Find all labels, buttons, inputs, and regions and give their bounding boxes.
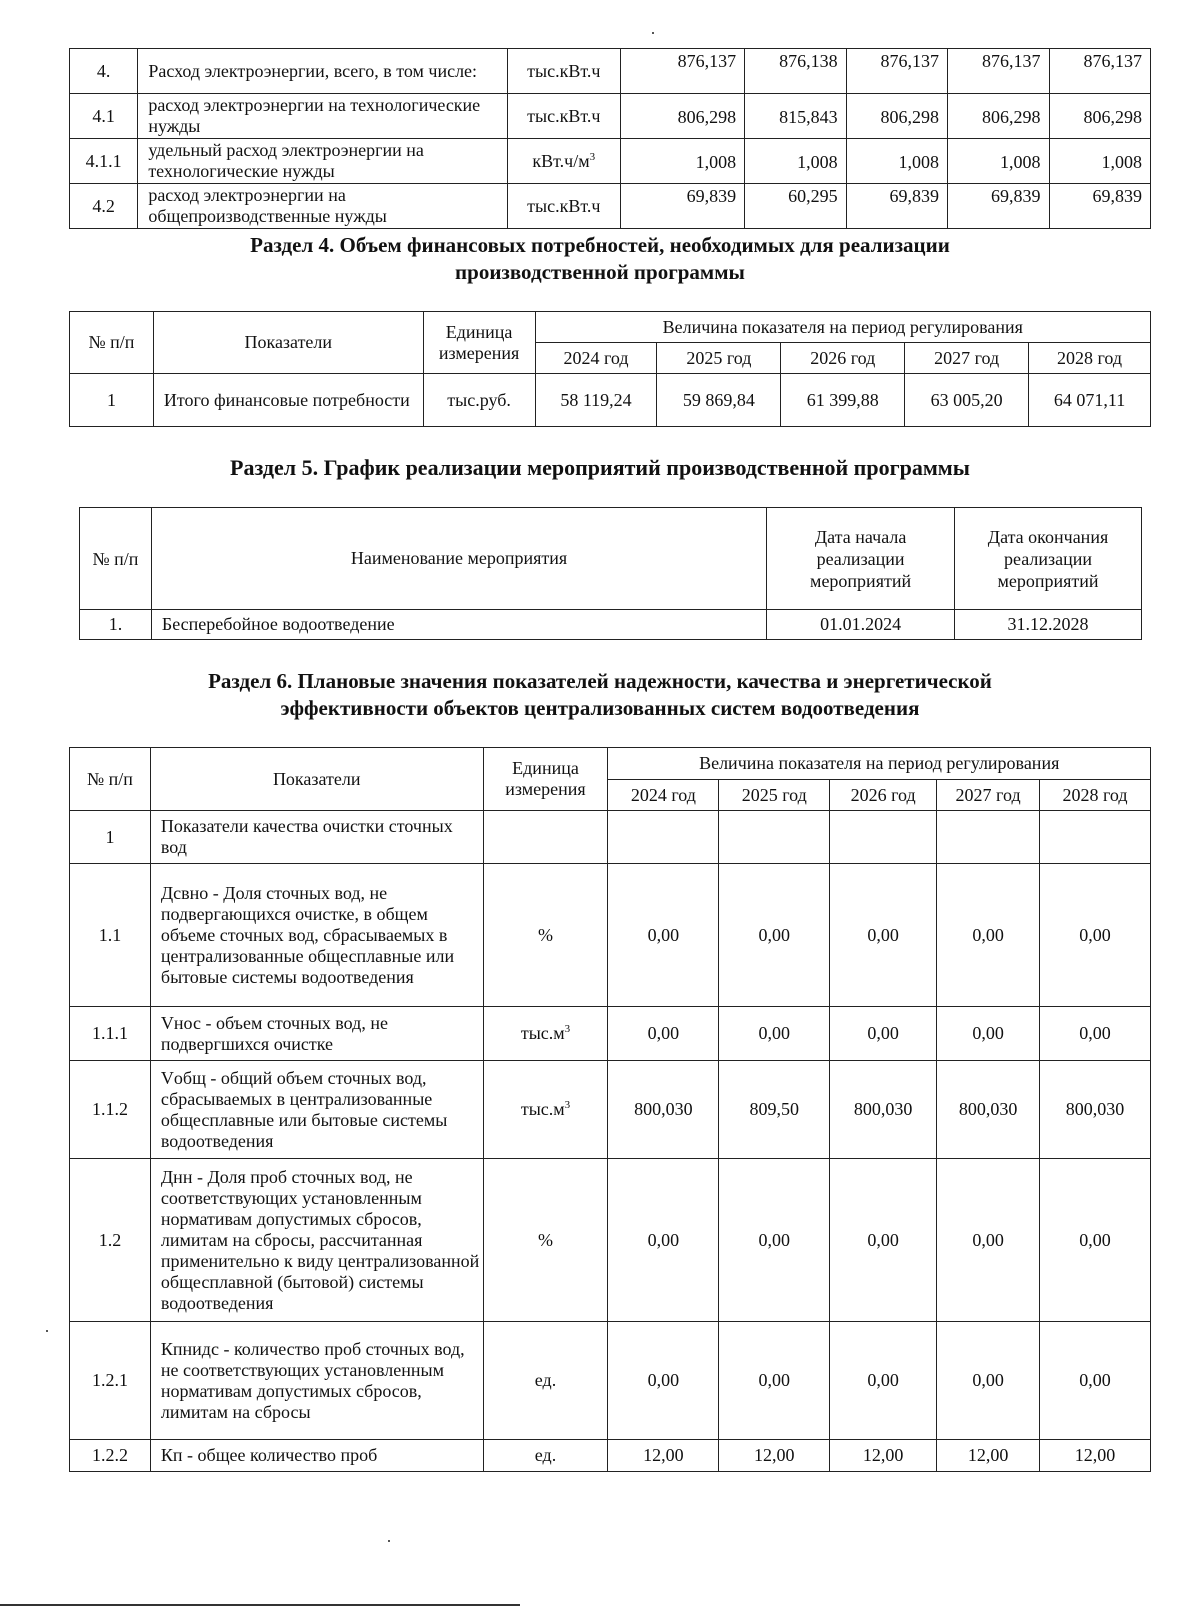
header-num: № п/п xyxy=(80,508,152,610)
unit-superscript: 3 xyxy=(589,150,596,163)
value-2027: 0,00 xyxy=(937,1159,1040,1322)
header-unit: Единица измерения xyxy=(483,748,608,811)
energy-table xyxy=(69,48,1151,229)
value-2024: 800,030 xyxy=(608,1061,719,1159)
unit xyxy=(483,1007,608,1061)
value-2028: 0,00 xyxy=(1040,1159,1151,1322)
value-2025: 0,00 xyxy=(719,1007,830,1061)
section4-title xyxy=(0,232,1200,286)
indicator-name: Расход электроэнергии, всего, в том числе: xyxy=(138,49,508,94)
unit-superscript: 3 xyxy=(564,1023,571,1035)
header-name: Показатели xyxy=(153,312,423,374)
value-2028: 800,030 xyxy=(1040,1061,1151,1159)
indicator-name: расход электроэнергии на общепроизводственные нужды xyxy=(138,184,508,229)
year-2028: 2028 год xyxy=(1040,780,1151,811)
year-2024: 2024 год xyxy=(608,780,719,811)
header-name: Наименование мероприятия xyxy=(151,508,766,610)
value-2026 xyxy=(830,811,937,864)
year-2025: 2025 год xyxy=(657,343,781,374)
indicator-name: Итого финансовые потребности xyxy=(153,374,423,427)
section4-title-line1: Раздел 4. Объем финансовых потребностей, необходимых для реализации xyxy=(250,233,950,257)
value-2024 xyxy=(608,811,719,864)
value-2027: 876,137 xyxy=(948,49,1049,94)
row-number: 1.2.1 xyxy=(70,1322,151,1440)
header-end: Дата окончания реализации мероприятий xyxy=(955,508,1142,610)
unit: тыс.кВт.ч xyxy=(508,184,621,229)
value-2028: 12,00 xyxy=(1040,1440,1151,1472)
value-2028: 0,00 xyxy=(1040,864,1151,1007)
page-bottom-rule xyxy=(0,1604,520,1606)
value-2024: 0,00 xyxy=(608,1322,719,1440)
table-row xyxy=(70,184,1151,229)
value-2025: 815,843 xyxy=(745,94,846,139)
unit: тыс.кВт.ч xyxy=(508,94,621,139)
value-2028: 69,839 xyxy=(1049,184,1151,229)
unit-text: тыс.м xyxy=(520,1023,565,1043)
value-2024: 1,008 xyxy=(620,139,745,184)
scan-speck xyxy=(652,32,654,34)
value-2026: 0,00 xyxy=(830,864,937,1007)
row-number: 1. xyxy=(80,610,152,640)
year-2027: 2027 год xyxy=(905,343,1029,374)
value-2025: 60,295 xyxy=(745,184,846,229)
value-2024: 12,00 xyxy=(608,1440,719,1472)
section6-table xyxy=(69,747,1151,1472)
value-2028: 0,00 xyxy=(1040,1322,1151,1440)
value-2025: 12,00 xyxy=(719,1440,830,1472)
value-2025: 876,138 xyxy=(745,49,846,94)
row-number: 1.1.1 xyxy=(70,1007,151,1061)
value-2025: 0,00 xyxy=(719,1159,830,1322)
scan-speck xyxy=(388,1540,390,1542)
value-2024: 69,839 xyxy=(620,184,745,229)
value-2026: 0,00 xyxy=(830,1322,937,1440)
value-2028: 806,298 xyxy=(1049,94,1151,139)
header-unit: Единица измерения xyxy=(423,312,535,374)
value-2028 xyxy=(1040,811,1151,864)
value-2027: 0,00 xyxy=(937,864,1040,1007)
unit: тыс.руб. xyxy=(423,374,535,427)
value-2028: 1,008 xyxy=(1049,139,1151,184)
table-row xyxy=(70,139,1151,184)
section5-title: Раздел 5. График реализации мероприятий производственной программы xyxy=(230,455,970,480)
year-2025: 2025 год xyxy=(719,780,830,811)
value-2025 xyxy=(719,811,830,864)
row-number: 4. xyxy=(70,49,138,94)
header-period: Величина показателя на период регулирования xyxy=(608,748,1151,780)
value-2026: 876,137 xyxy=(846,49,947,94)
indicator-name: расход электроэнергии на технологические нужды xyxy=(138,94,508,139)
value-2027: 0,00 xyxy=(937,1322,1040,1440)
indicator-name: Дсвно - Доля сточных вод, не подвергающихся очистке, в общем объеме сточных вод, сбрасываемых в централизованные общесплавные или бытовые системы водоотведения xyxy=(150,864,483,1007)
section6-title-line2: эффективности объектов централизованных систем водоотведения xyxy=(280,696,920,720)
table-row xyxy=(70,1007,1151,1061)
value-2025: 1,008 xyxy=(745,139,846,184)
value-2025: 0,00 xyxy=(719,864,830,1007)
value-2028: 876,137 xyxy=(1049,49,1151,94)
section4-title-line2: производственной программы xyxy=(455,260,745,284)
table-row xyxy=(70,1061,1151,1159)
year-2026: 2026 год xyxy=(781,343,905,374)
value-2027: 800,030 xyxy=(937,1061,1040,1159)
row-number: 1.1.2 xyxy=(70,1061,151,1159)
header-num: № п/п xyxy=(70,748,151,811)
value-2024: 58 119,24 xyxy=(535,374,657,427)
unit: % xyxy=(483,864,608,1007)
row-number: 1 xyxy=(70,811,151,864)
value-2027: 69,839 xyxy=(948,184,1049,229)
value-2024: 0,00 xyxy=(608,1159,719,1322)
year-2024: 2024 год xyxy=(535,343,657,374)
header-period: Величина показателя на период регулирования xyxy=(535,312,1150,343)
table-row xyxy=(80,610,1142,640)
unit-text: кВт.ч/м xyxy=(532,150,590,171)
end-date: 31.12.2028 xyxy=(955,610,1142,640)
row-number: 1.1 xyxy=(70,864,151,1007)
value-2025: 59 869,84 xyxy=(657,374,781,427)
value-2028: 0,00 xyxy=(1040,1007,1151,1061)
row-number: 4.1 xyxy=(70,94,138,139)
indicator-name: Vнос - объем сточных вод, не подвергшихся очистке xyxy=(150,1007,483,1061)
value-2024: 0,00 xyxy=(608,864,719,1007)
value-2025: 809,50 xyxy=(719,1061,830,1159)
value-2026: 12,00 xyxy=(830,1440,937,1472)
indicator-name: Показатели качества очистки сточных вод xyxy=(150,811,483,864)
header-name: Показатели xyxy=(150,748,483,811)
value-2024: 876,137 xyxy=(620,49,745,94)
value-2026: 806,298 xyxy=(846,94,947,139)
value-2024: 806,298 xyxy=(620,94,745,139)
value-2026: 1,008 xyxy=(846,139,947,184)
indicator-name: удельный расход электроэнергии на технологические нужды xyxy=(138,139,508,184)
table-row xyxy=(70,1322,1151,1440)
table-row xyxy=(70,49,1151,94)
row-number: 1.2 xyxy=(70,1159,151,1322)
year-2026: 2026 год xyxy=(830,780,937,811)
row-number: 1 xyxy=(70,374,154,427)
value-2026: 800,030 xyxy=(830,1061,937,1159)
section4-table xyxy=(69,311,1151,427)
unit xyxy=(483,1061,608,1159)
value-2024: 0,00 xyxy=(608,1007,719,1061)
start-date: 01.01.2024 xyxy=(767,610,955,640)
indicator-name: Днн - Доля проб сточных вод, не соответствующих установленным нормативам допустимых сбросов, лимитам на сбросы, рассчитанная применительно к виду централизованной общесплавной (бытовой) системы водоотведения xyxy=(150,1159,483,1322)
table-row xyxy=(70,864,1151,1007)
value-2028: 64 071,11 xyxy=(1029,374,1151,427)
year-2027: 2027 год xyxy=(937,780,1040,811)
table-row xyxy=(70,1440,1151,1472)
section5-table xyxy=(79,507,1142,640)
year-2028: 2028 год xyxy=(1029,343,1151,374)
unit: % xyxy=(483,1159,608,1322)
unit: ед. xyxy=(483,1440,608,1472)
table-row xyxy=(70,811,1151,864)
unit xyxy=(483,811,608,864)
value-2026: 69,839 xyxy=(846,184,947,229)
unit-text: тыс.м xyxy=(520,1099,565,1119)
value-2027: 0,00 xyxy=(937,1007,1040,1061)
unit-superscript: 3 xyxy=(564,1099,571,1111)
table-row xyxy=(70,1159,1151,1322)
value-2027: 1,008 xyxy=(948,139,1049,184)
row-number: 4.2 xyxy=(70,184,138,229)
value-2026: 0,00 xyxy=(830,1159,937,1322)
unit: тыс.кВт.ч xyxy=(508,49,621,94)
unit xyxy=(508,139,621,184)
value-2026: 0,00 xyxy=(830,1007,937,1061)
header-start: Дата начала реализации мероприятий xyxy=(767,508,955,610)
value-2027: 63 005,20 xyxy=(905,374,1029,427)
section6-title-line1: Раздел 6. Плановые значения показателей надежности, качества и энергетической xyxy=(208,669,992,693)
table-row xyxy=(70,374,1151,427)
table-row xyxy=(70,94,1151,139)
section6-title xyxy=(0,668,1200,722)
scan-speck xyxy=(46,1330,48,1332)
indicator-name: Vобщ - общий объем сточных вод, сбрасываемых в централизованные общесплавные или бытовые системы водоотведения xyxy=(150,1061,483,1159)
unit: ед. xyxy=(483,1322,608,1440)
header-num: № п/п xyxy=(70,312,154,374)
value-2025: 0,00 xyxy=(719,1322,830,1440)
value-2027: 806,298 xyxy=(948,94,1049,139)
event-name: Бесперебойное водоотведение xyxy=(151,610,766,640)
value-2026: 61 399,88 xyxy=(781,374,905,427)
indicator-name: Кпнидс - количество проб сточных вод, не соответствующих установленным нормативам допустимых сбросов, лимитам на сбросы xyxy=(150,1322,483,1440)
value-2027 xyxy=(937,811,1040,864)
row-number: 1.2.2 xyxy=(70,1440,151,1472)
value-2027: 12,00 xyxy=(937,1440,1040,1472)
indicator-name: Кп - общее количество проб xyxy=(150,1440,483,1472)
row-number: 4.1.1 xyxy=(70,139,138,184)
